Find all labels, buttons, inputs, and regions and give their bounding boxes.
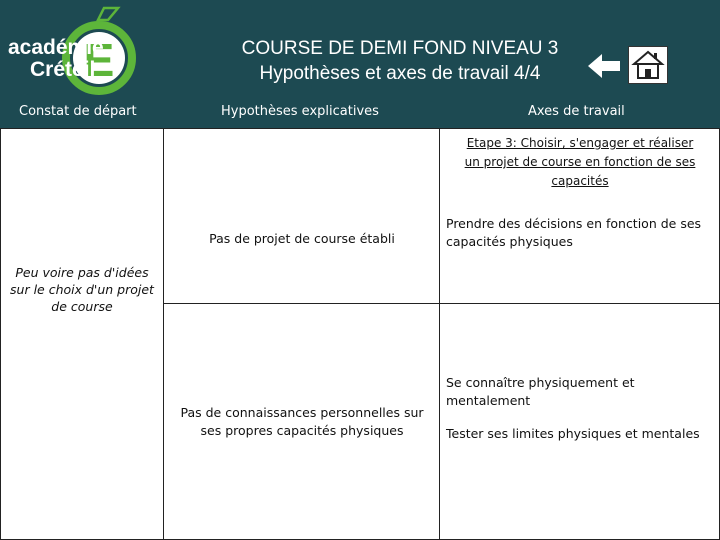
etape-heading bbox=[440, 134, 720, 191]
axes-1-line2: capacités physiques bbox=[446, 234, 573, 249]
axes-2a-text bbox=[446, 374, 716, 410]
hypothesis-2-line2: ses propres capacités physiques bbox=[200, 423, 404, 438]
hypothesis-2-text bbox=[164, 404, 440, 440]
hypothesis-2-line1: Pas de connaissances personnelles sur bbox=[180, 405, 424, 420]
column-header-constat: Constat de départ bbox=[19, 104, 137, 119]
back-button[interactable] bbox=[586, 48, 622, 84]
constat-cell bbox=[0, 128, 164, 540]
axes-cell-2 bbox=[439, 303, 720, 540]
academie-creteil-logo[interactable] bbox=[4, 6, 144, 96]
column-header-row bbox=[0, 98, 720, 128]
title-line1: COURSE DE DEMI FOND NIVEAU 3 bbox=[241, 38, 559, 59]
logo-line2: Créteil bbox=[30, 58, 96, 81]
logo-line1: académie bbox=[8, 36, 104, 59]
header-bar bbox=[0, 0, 720, 98]
hypothesis-cell-1 bbox=[163, 128, 440, 304]
logo-letter: E bbox=[83, 34, 115, 86]
axes-2b-text: Tester ses limites physiques et mentales bbox=[446, 426, 700, 441]
axes-1-text bbox=[446, 215, 716, 251]
etape-line2: un projet de course en fonction de ses bbox=[464, 155, 696, 169]
column-header-axes: Axes de travail bbox=[528, 104, 625, 119]
title-line2: Hypothèses et axes de travail 4/4 bbox=[259, 63, 541, 84]
page-title bbox=[170, 36, 630, 86]
constat-text: Peu voire pas d'idées sur le choix d'un projet de course bbox=[10, 265, 154, 314]
axes-2a-line1: Se connaître physiquement et bbox=[446, 375, 635, 390]
etape-line1: Etape 3: Choisir, s'engager et réaliser bbox=[466, 136, 694, 150]
column-header-hypotheses: Hypothèses explicatives bbox=[221, 104, 379, 119]
hypothesis-1-text: Pas de projet de course établi bbox=[209, 231, 395, 246]
arrow-left-icon bbox=[588, 54, 620, 78]
etape-line3: capacités bbox=[551, 174, 609, 188]
home-button[interactable] bbox=[628, 46, 668, 84]
axes-1-line1: Prendre des décisions en fonction de ses bbox=[446, 216, 702, 231]
axes-2a-line2: mentalement bbox=[446, 393, 531, 408]
